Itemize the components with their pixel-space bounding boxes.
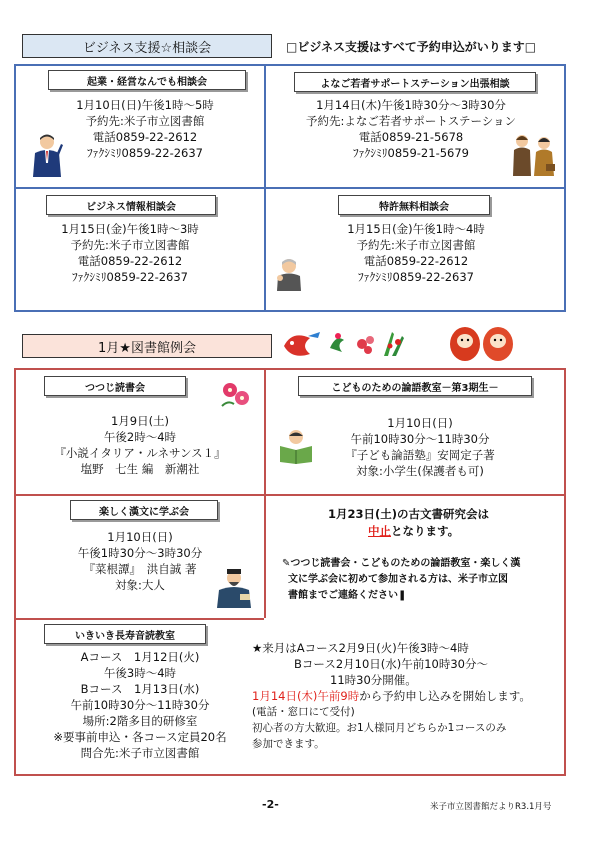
kanbun-time: 午後1時30分～3時30分 [77,546,203,560]
card-yonago-place: 予約先:よなご若者サポートステーション [305,114,517,128]
next-line5: (電話・窓口にて受付) [252,706,355,718]
card-bizinfo-fax: ﾌｧｸｼﾐﾘ0859-22-2637 [72,270,188,284]
komonjo-line2-rest: となります。 [391,524,460,538]
komonjo-note-3: 書館までご連絡ください❚ [288,590,407,601]
card-yonago-tel: 電話0859-21-5678 [358,130,464,144]
library-heading: 1月★図書館例会 [22,334,272,358]
komonjo-cancel: 中止 [368,524,391,538]
publication-name: 米子市立図書館だよりR3.1月号 [430,802,552,812]
card-bizinfo-tel: 電話0859-22-2612 [77,254,183,268]
rongo-title: こどものための論語教室－第3期生－ [298,376,532,396]
komonjo-line1: 1月23日(土)の古文書研究会は [328,507,490,521]
card-kigyo-place: 予約先:米子市立図書館 [85,114,205,128]
kanbun-target: 対象:大人 [115,578,165,592]
next-line2: Bコース2月10日(水)午前10時30分～ [294,657,489,671]
rongo-date: 1月10日(日) [387,416,453,430]
tsutsuji-date: 1月9日(土) [110,414,170,428]
chouju-title: いきいき長寿音読教室 [44,624,206,644]
card-patent-tel: 電話0859-22-2612 [363,254,469,268]
tsutsuji-book: 『小説イタリア・ルネサンス１』 [54,446,226,460]
card-title-patent: 特許無料相談会 [338,195,490,215]
card-bizinfo-place: 予約先:米子市立図書館 [70,238,190,252]
elder-consultant-illustration [274,256,304,292]
kanbun-book: 『菜根譚』 洪自誠 著 [83,562,197,576]
chouju-place: 場所:2階多目的研修室 [82,714,198,728]
card-patent-date: 1月15日(金)午後1時～4時 [347,222,485,236]
rongo-target: 対象:小学生(保護者も可) [356,464,484,478]
card-bizinfo-date: 1月15日(金)午後1時～3時 [61,222,199,236]
business-heading: ビジネス支援☆相談会 [22,34,272,58]
tsutsuji-time: 午後2時～4時 [103,430,177,444]
kanbun-title: 楽しく漢文に学ぶ会 [70,500,218,520]
card-kigyo-tel: 電話0859-22-2612 [92,130,198,144]
rongo-book: 『子ども論語塾』安岡定子著 [345,448,495,462]
businessman-illustration [30,133,64,179]
komonjo-note-2: 文に学ぶ会に初めて参加される方は、米子市立図 [288,574,508,585]
card-kigyo-fax: ﾌｧｸｼﾐﾘ0859-22-2637 [87,146,203,160]
kanbun-date: 1月10日(日) [107,530,173,544]
tsutsuji-title: つつじ読書会 [44,376,186,396]
card-patent-place: 予約先:米子市立図書館 [356,238,476,252]
azalea-flower-icon [218,378,254,412]
card-yonago-fax: ﾌｧｸｼﾐﾘ0859-21-5679 [353,146,469,160]
card-title-yonago: よなご若者サポートステーション出張相談 [294,72,536,92]
business-notice: □ビジネス支援はすべて予約申込がいります□ [286,40,537,54]
chouju-b-time: 午前10時30分～11時30分 [70,698,210,712]
next-line4-rest: から予約申し込みを開始します。 [359,689,531,703]
tsutsuji-author: 塩野 七生 編 新潮社 [80,462,200,476]
card-yonago-date: 1月14日(木)午後1時30分～3時30分 [316,98,506,112]
next-reservation-date: 1月14日(木)午前9時 [252,689,360,703]
rongo-time: 午前10時30分～11時30分 [350,432,490,446]
komonjo-note-1: ✎つつじ読書会・こどものための論語教室・楽しく漢 [282,558,521,569]
chouju-a-date: Aコース 1月12日(火) [80,650,200,664]
new-year-decoration-icon [280,326,415,360]
daruma-dolls-icon [448,322,516,362]
consulting-people-illustration [510,132,558,178]
komonjo-line2 [368,523,459,539]
scholar-illustration [216,568,252,608]
next-line4 [252,688,531,704]
card-title-bizinfo: ビジネス情報相談会 [46,195,216,215]
next-line3: 11時30分開催。 [330,673,417,687]
next-line1: ★来月はAコース2月9日(火)午後3時～4時 [252,641,469,655]
card-kigyo-date: 1月10日(日)午後1時～5時 [76,98,214,112]
card-title-kigyo: 起業・経営なんでも相談会 [48,70,246,90]
chouju-capacity: ※要事前申込・各コース定員20名 [53,730,227,744]
card-patent-fax: ﾌｧｸｼﾐﾘ0859-22-2637 [358,270,474,284]
chouju-a-time: 午後3時～4時 [103,666,177,680]
page-number: -2- [262,798,279,811]
chouju-contact: 問合先:米子市立図書館 [80,746,200,760]
child-reading-illustration [278,428,314,464]
next-line6: 初心者の方大歓迎。お1人様同月どちらか1コースのみ [252,722,507,734]
next-line7: 参加できます。 [252,738,325,750]
chouju-b-date: Bコース 1月13日(水) [80,682,200,696]
